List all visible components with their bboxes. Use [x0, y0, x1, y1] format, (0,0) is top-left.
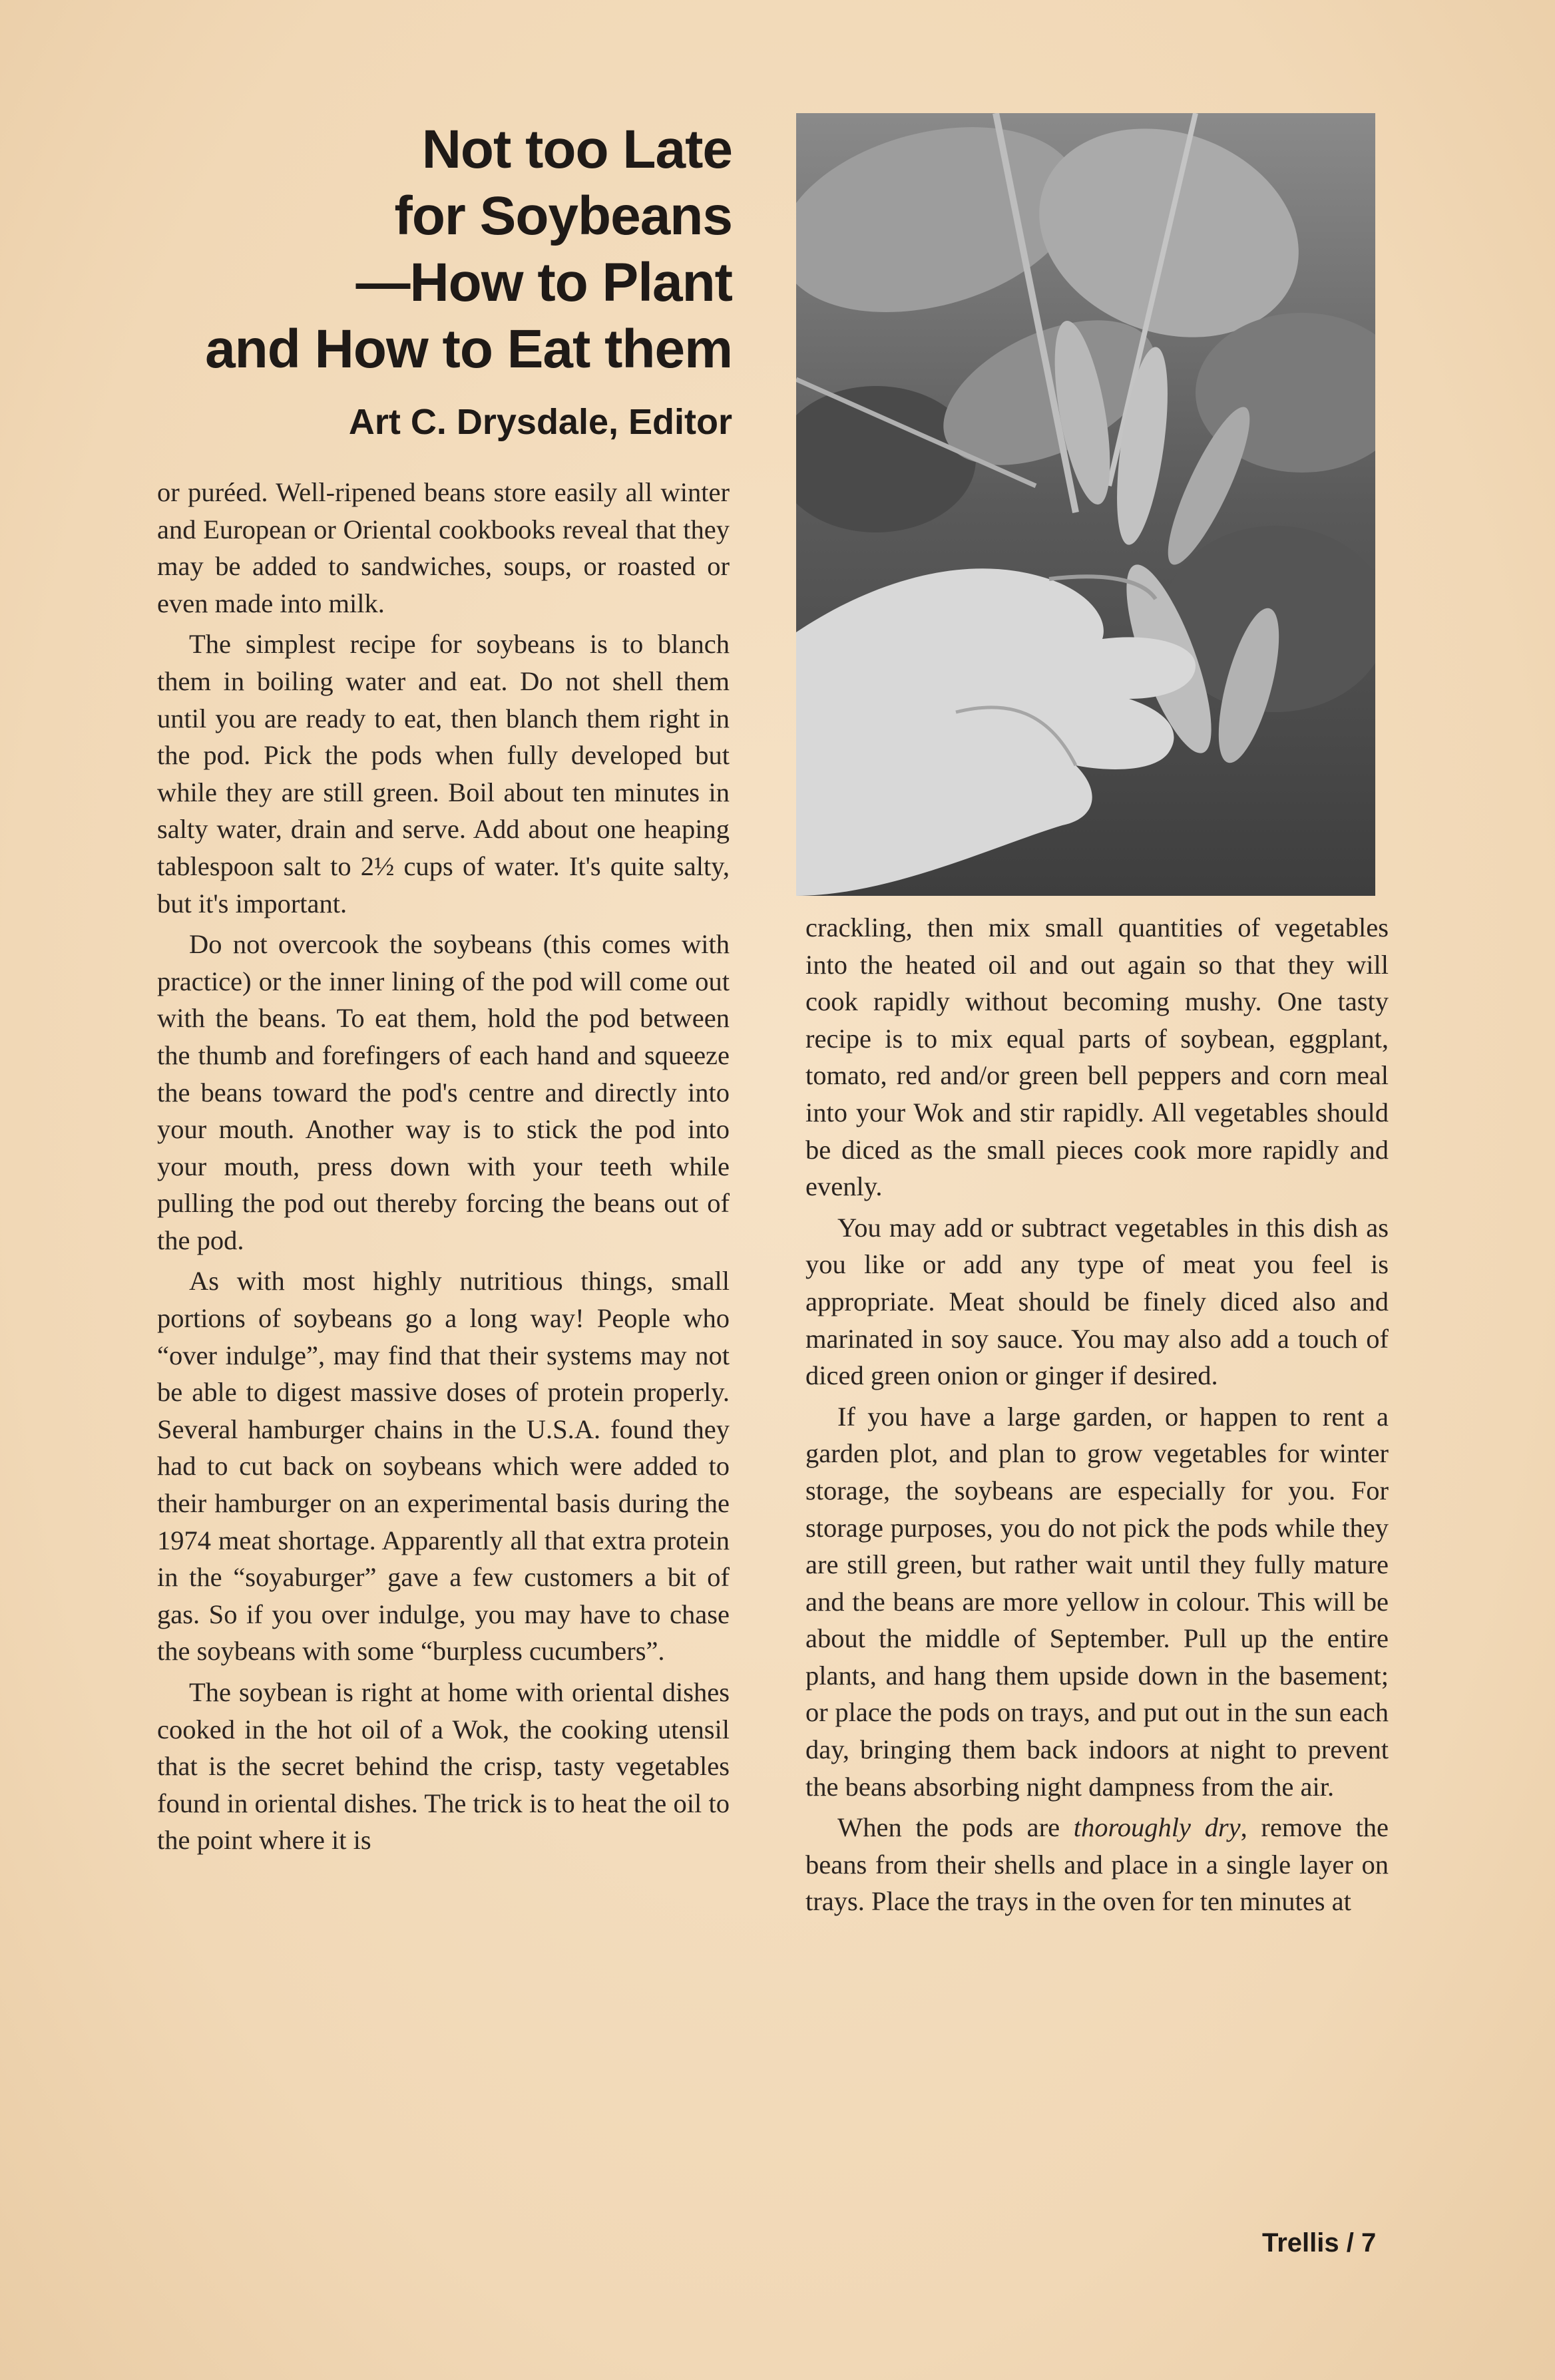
paragraph: If you have a large garden, or happen to rent a garden plot, and plan to grow vegetables for winter storage, the soybeans are especially for you. For storage purposes, you do not pick the pods while they are still green, but rather wait until they fully mature and the beans are more yellow in colour. This will be about the middle of September. Pull up the entire plants, and hang them upside down in the basement; or place the pods on trays, and put out in the sun each day, bringing them back indoors at night to prevent the beans absorbing night dampness from the air. [805, 1401, 1389, 1802]
headline-line-2: for Soybeans [394, 186, 732, 246]
emphasis-text: thoroughly dry [1073, 1812, 1241, 1843]
byline: Art C. Drysdale, Editor [348, 402, 732, 442]
photo-illustration [796, 113, 1375, 896]
headline-line-1: Not too Late [421, 119, 732, 180]
paragraph [805, 1809, 1389, 1920]
paragraph: or puréed. Well-ripened beans store easily all winter and European or Oriental cookbooks reveal that they may be added to sandwiches, soups, or roasted or even made into milk. [157, 477, 730, 618]
page-footer: Trellis / 7 [1262, 2228, 1377, 2258]
headline-line-4: and How to Eat them [205, 319, 732, 379]
headline-block [146, 116, 732, 443]
paragraph: Do not overcook the soybeans (this comes with practice) or the inner lining of the pod will come out with the beans. To eat them, hold the pod between the thumb and forefingers of each hand and squeeze the beans toward the pod's centre and directly into your mouth. Another way is to stick the pod into your mouth, press down with your teeth while pulling the pod out thereby forcing the beans out of the pod. [157, 929, 730, 1255]
text-run: , remove the beans from their shells and place in a single layer on trays. Place the trays in the oven for ten minutes at [805, 1812, 1389, 1917]
soybean-photo [796, 113, 1375, 896]
right-column [805, 909, 1389, 1920]
paragraph: The simplest recipe for soybeans is to blanch them in boiling water and eat. Do not shell them until you are ready to eat, then blanch them right in the pod. Pick the pods when fully developed but while they are still green. Boil about ten minutes in salty water, drain and serve. Add about one heaping tablespoon salt to 2½ cups of water. It's quite salty, but it's important. [157, 629, 730, 918]
left-column [157, 474, 730, 1859]
headline-line-3: —How to Plant [355, 252, 732, 313]
paragraph: You may add or subtract vegetables in this dish as you like or add any type of meat you feel is appropriate. Meat should be finely diced also and marinated in soy sauce. You may also add a touch of diced green onion or ginger if desired. [805, 1212, 1389, 1391]
paragraph: The soybean is right at home with oriental dishes cooked in the hot oil of a Wok, the cooking utensil that is the secret behind the crisp, tasty vegetables found in oriental dishes. The trick is to heat the oil to the point where it is [157, 1677, 730, 1856]
paragraph: crackling, then mix small quantities of vegetables into the heated oil and out again so that they will cook rapidly without becoming mushy. One tasty recipe is to mix equal parts of soybean, eggplant, tomato, red and/or green bell peppers and corn meal into your Wok and stir rapidly. All vegetables should be diced as the small pieces cook more rapidly and evenly. [805, 912, 1389, 1202]
text-run: When the pods are [837, 1812, 1074, 1843]
paragraph: As with most highly nutritious things, small portions of soybeans go a long way! People who “over indulge”, may find that their systems may not be able to digest massive doses of protein properly. Several hamburger chains in the U.S.A. found they had to cut back on soybeans which were added to their hamburger on an experimental basis during the 1974 meat shortage. Apparently all that extra protein in the “soyaburger” gave a few customers a bit of gas. So if you over indulge, you may have to chase the soybeans with some “burpless cucumbers”. [157, 1266, 730, 1667]
